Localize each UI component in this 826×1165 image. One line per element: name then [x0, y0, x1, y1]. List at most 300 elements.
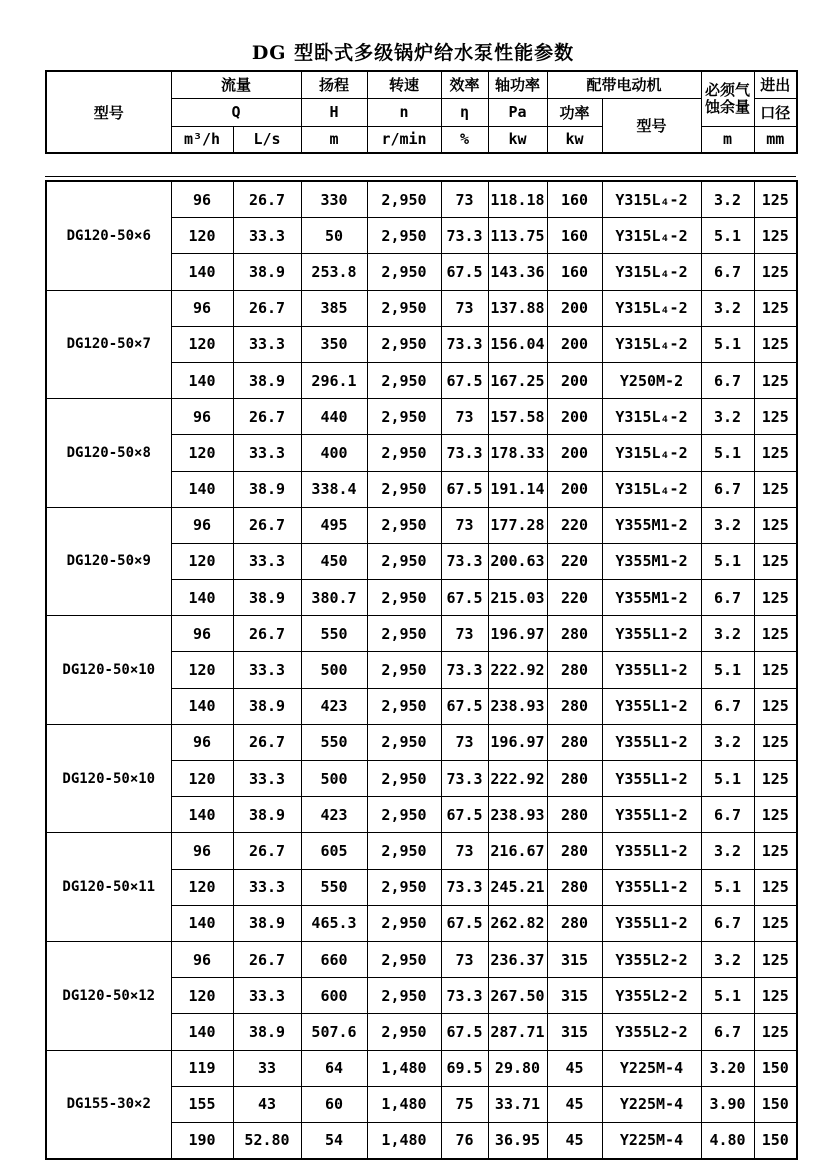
data-cell: 3.2 — [701, 724, 754, 760]
data-cell: 6.7 — [701, 580, 754, 616]
header-shaft-power: 轴功率 — [488, 71, 547, 98]
data-cell: 125 — [754, 290, 797, 326]
data-cell: 495 — [301, 507, 367, 543]
header-efficiency-unit: % — [441, 126, 488, 153]
data-cell: 440 — [301, 399, 367, 435]
header-efficiency-symbol: η — [441, 98, 488, 126]
data-cell: 2,950 — [367, 797, 441, 833]
page-title: DG 型卧式多级锅炉给水泵性能参数 — [251, 42, 575, 64]
data-cell: 125 — [754, 507, 797, 543]
data-cell: 423 — [301, 688, 367, 724]
data-cell: Y355L2-2 — [602, 1014, 701, 1050]
data-cell: 215.03 — [488, 580, 547, 616]
data-cell: Y355L1-2 — [602, 833, 701, 869]
data-cell: 4.80 — [701, 1122, 754, 1159]
data-cell: 296.1 — [301, 362, 367, 398]
pump-table-body — [45, 180, 798, 1160]
header-motor-power-unit: kw — [547, 126, 602, 153]
data-cell: 125 — [754, 1014, 797, 1050]
data-cell: Y250M-2 — [602, 362, 701, 398]
data-cell: 96 — [171, 833, 233, 869]
data-cell: 2,950 — [367, 1014, 441, 1050]
data-cell: 2,950 — [367, 724, 441, 760]
data-cell: 2,950 — [367, 688, 441, 724]
data-cell: 507.6 — [301, 1014, 367, 1050]
data-cell: 190 — [171, 1122, 233, 1159]
data-cell: 120 — [171, 326, 233, 362]
data-cell: 262.82 — [488, 905, 547, 941]
data-cell: 125 — [754, 362, 797, 398]
pump-model-cell: DG155-30×2 — [46, 1050, 171, 1159]
header-flow-symbol: Q — [171, 98, 301, 126]
data-cell: 125 — [754, 543, 797, 579]
data-cell: 2,950 — [367, 218, 441, 254]
header-motor-power: 功率 — [547, 98, 602, 126]
data-cell: 67.5 — [441, 905, 488, 941]
data-cell: 26.7 — [233, 507, 301, 543]
data-cell: Y315L₄-2 — [602, 471, 701, 507]
data-cell: 140 — [171, 688, 233, 724]
data-cell: 222.92 — [488, 761, 547, 797]
header-head-unit: m — [301, 126, 367, 153]
data-cell: 73.3 — [441, 652, 488, 688]
data-cell: 160 — [547, 254, 602, 290]
data-cell: 67.5 — [441, 1014, 488, 1050]
data-cell: 253.8 — [301, 254, 367, 290]
data-cell: 118.18 — [488, 181, 547, 218]
data-cell: 238.93 — [488, 688, 547, 724]
header-speed-unit: r/min — [367, 126, 441, 153]
data-cell: 43 — [233, 1086, 301, 1122]
data-cell: 125 — [754, 978, 797, 1014]
data-cell: 125 — [754, 218, 797, 254]
data-cell: 280 — [547, 724, 602, 760]
header-shaft-power-unit: kw — [488, 126, 547, 153]
pump-model-cell: DG120-50×10 — [46, 724, 171, 833]
data-cell: 155 — [171, 1086, 233, 1122]
data-cell: 280 — [547, 652, 602, 688]
data-cell: 38.9 — [233, 254, 301, 290]
data-cell: 1,480 — [367, 1050, 441, 1086]
data-cell: 191.14 — [488, 471, 547, 507]
data-cell: 33.71 — [488, 1086, 547, 1122]
data-cell: 125 — [754, 471, 797, 507]
data-cell: 200 — [547, 471, 602, 507]
data-cell: 140 — [171, 905, 233, 941]
data-cell: 280 — [547, 833, 602, 869]
data-cell: Y355L1-2 — [602, 797, 701, 833]
data-cell: 137.88 — [488, 290, 547, 326]
data-cell: 73 — [441, 399, 488, 435]
header-motor: 配带电动机 — [547, 71, 701, 98]
header-head-symbol: H — [301, 98, 367, 126]
data-cell: 550 — [301, 616, 367, 652]
header-npsh-line2: 蚀余量 — [705, 97, 751, 116]
data-cell: 2,950 — [367, 507, 441, 543]
data-cell: 45 — [547, 1122, 602, 1159]
data-cell: 6.7 — [701, 471, 754, 507]
data-cell: 125 — [754, 399, 797, 435]
data-cell: 2,950 — [367, 254, 441, 290]
data-cell: 38.9 — [233, 471, 301, 507]
data-cell: 1,480 — [367, 1122, 441, 1159]
data-cell: 120 — [171, 218, 233, 254]
header-port-unit: mm — [754, 126, 797, 153]
data-cell: 380.7 — [301, 580, 367, 616]
data-cell: 96 — [171, 290, 233, 326]
data-cell: Y315L₄-2 — [602, 254, 701, 290]
data-cell: 2,950 — [367, 362, 441, 398]
data-cell: 167.25 — [488, 362, 547, 398]
data-cell: 2,950 — [367, 978, 441, 1014]
data-cell: Y355M1-2 — [602, 543, 701, 579]
data-cell: 33.3 — [233, 326, 301, 362]
data-cell: 2,950 — [367, 905, 441, 941]
data-cell: 73.3 — [441, 543, 488, 579]
data-cell: 660 — [301, 941, 367, 977]
data-cell: 73 — [441, 616, 488, 652]
data-cell: 67.5 — [441, 471, 488, 507]
data-cell: 69.5 — [441, 1050, 488, 1086]
data-cell: 120 — [171, 435, 233, 471]
data-cell: 125 — [754, 181, 797, 218]
data-cell: 2,950 — [367, 941, 441, 977]
header-speed: 转速 — [367, 71, 441, 98]
data-cell: 315 — [547, 978, 602, 1014]
data-cell: 280 — [547, 761, 602, 797]
data-cell: 140 — [171, 580, 233, 616]
header-head: 扬程 — [301, 71, 367, 98]
data-cell: 150 — [754, 1122, 797, 1159]
data-cell: 125 — [754, 326, 797, 362]
data-cell: 120 — [171, 761, 233, 797]
data-cell: Y225M-4 — [602, 1122, 701, 1159]
data-cell: 125 — [754, 652, 797, 688]
data-cell: 140 — [171, 254, 233, 290]
data-cell: 36.95 — [488, 1122, 547, 1159]
data-cell: 3.2 — [701, 941, 754, 977]
data-cell: 38.9 — [233, 1014, 301, 1050]
data-cell: 550 — [301, 869, 367, 905]
data-cell: 2,950 — [367, 761, 441, 797]
data-cell: 280 — [547, 688, 602, 724]
data-cell: 26.7 — [233, 833, 301, 869]
data-cell: 33.3 — [233, 761, 301, 797]
data-cell: 5.1 — [701, 978, 754, 1014]
data-cell: Y315L₄-2 — [602, 326, 701, 362]
data-cell: 33 — [233, 1050, 301, 1086]
data-cell: 3.2 — [701, 290, 754, 326]
table-top-rule — [45, 176, 796, 177]
data-cell: 605 — [301, 833, 367, 869]
data-cell: 220 — [547, 580, 602, 616]
data-cell: 200 — [547, 435, 602, 471]
table-row — [46, 290, 797, 326]
pump-model-cell: DG120-50×7 — [46, 290, 171, 399]
data-cell: 280 — [547, 797, 602, 833]
data-cell: 5.1 — [701, 652, 754, 688]
header-speed-symbol: n — [367, 98, 441, 126]
data-cell: Y355L1-2 — [602, 652, 701, 688]
table-row — [46, 724, 797, 760]
data-cell: 600 — [301, 978, 367, 1014]
data-cell: 120 — [171, 869, 233, 905]
data-cell: 33.3 — [233, 543, 301, 579]
data-cell: 6.7 — [701, 905, 754, 941]
pump-model-cell: DG120-50×6 — [46, 181, 171, 290]
table-row — [46, 616, 797, 652]
data-cell: 38.9 — [233, 362, 301, 398]
data-cell: 125 — [754, 580, 797, 616]
data-cell: 26.7 — [233, 290, 301, 326]
pump-model-cell: DG120-50×12 — [46, 941, 171, 1050]
data-cell: Y355L1-2 — [602, 688, 701, 724]
data-cell: 5.1 — [701, 869, 754, 905]
data-cell: 2,950 — [367, 181, 441, 218]
data-cell: 3.20 — [701, 1050, 754, 1086]
data-cell: 52.80 — [233, 1122, 301, 1159]
data-cell: 550 — [301, 724, 367, 760]
data-cell: 26.7 — [233, 616, 301, 652]
data-cell: Y355M1-2 — [602, 580, 701, 616]
data-cell: 125 — [754, 941, 797, 977]
data-cell: 73.3 — [441, 869, 488, 905]
header-model: 型号 — [46, 71, 171, 153]
data-cell: 140 — [171, 362, 233, 398]
data-cell: 200 — [547, 290, 602, 326]
data-cell: 5.1 — [701, 435, 754, 471]
data-cell: 5.1 — [701, 761, 754, 797]
data-cell: Y355L1-2 — [602, 616, 701, 652]
data-cell: 200.63 — [488, 543, 547, 579]
header-npsh — [701, 71, 754, 126]
data-cell: 280 — [547, 616, 602, 652]
header-npsh-line1: 必须气 — [705, 80, 751, 99]
data-cell: 45 — [547, 1050, 602, 1086]
data-cell: 220 — [547, 543, 602, 579]
table-row — [46, 1050, 797, 1086]
data-cell: 450 — [301, 543, 367, 579]
data-cell: 2,950 — [367, 399, 441, 435]
data-cell: Y315L₄-2 — [602, 435, 701, 471]
data-cell: 76 — [441, 1122, 488, 1159]
data-cell: 67.5 — [441, 688, 488, 724]
data-cell: 6.7 — [701, 797, 754, 833]
data-cell: 38.9 — [233, 688, 301, 724]
data-cell: Y355L1-2 — [602, 761, 701, 797]
data-cell: 140 — [171, 1014, 233, 1050]
header-flow: 流量 — [171, 71, 301, 98]
data-cell: 178.33 — [488, 435, 547, 471]
data-cell: 120 — [171, 978, 233, 1014]
data-cell: 423 — [301, 797, 367, 833]
data-cell: 160 — [547, 218, 602, 254]
data-cell: 500 — [301, 761, 367, 797]
data-cell: 5.1 — [701, 543, 754, 579]
data-cell: 38.9 — [233, 797, 301, 833]
data-cell: 26.7 — [233, 941, 301, 977]
data-cell: Y315L₄-2 — [602, 181, 701, 218]
data-cell: 2,950 — [367, 616, 441, 652]
data-cell: 157.58 — [488, 399, 547, 435]
data-cell: Y355L2-2 — [602, 978, 701, 1014]
data-cell: 2,950 — [367, 833, 441, 869]
data-cell: 125 — [754, 688, 797, 724]
data-cell: 26.7 — [233, 181, 301, 218]
data-cell: 2,950 — [367, 471, 441, 507]
data-cell: 29.80 — [488, 1050, 547, 1086]
data-cell: 96 — [171, 507, 233, 543]
data-cell: 73 — [441, 507, 488, 543]
data-cell: 2,950 — [367, 869, 441, 905]
data-cell: 338.4 — [301, 471, 367, 507]
data-cell: 73.3 — [441, 218, 488, 254]
data-cell: 125 — [754, 616, 797, 652]
data-cell: 196.97 — [488, 724, 547, 760]
data-cell: 196.97 — [488, 616, 547, 652]
data-cell: 33.3 — [233, 978, 301, 1014]
data-cell: 500 — [301, 652, 367, 688]
data-cell: 73 — [441, 941, 488, 977]
data-cell: 113.75 — [488, 218, 547, 254]
data-cell: 315 — [547, 1014, 602, 1050]
data-cell: Y355L1-2 — [602, 724, 701, 760]
data-cell: 1,480 — [367, 1086, 441, 1122]
data-cell: 67.5 — [441, 254, 488, 290]
data-cell: 287.71 — [488, 1014, 547, 1050]
data-cell: 125 — [754, 724, 797, 760]
data-cell: 96 — [171, 724, 233, 760]
data-cell: 125 — [754, 761, 797, 797]
data-cell: 350 — [301, 326, 367, 362]
data-cell: 75 — [441, 1086, 488, 1122]
data-cell: 73 — [441, 833, 488, 869]
data-cell: 3.2 — [701, 181, 754, 218]
data-cell: 6.7 — [701, 362, 754, 398]
data-cell: 385 — [301, 290, 367, 326]
data-cell: 73.3 — [441, 978, 488, 1014]
table-row — [46, 399, 797, 435]
data-cell: 143.36 — [488, 254, 547, 290]
data-cell: 73 — [441, 724, 488, 760]
data-cell: 315 — [547, 941, 602, 977]
data-cell: 156.04 — [488, 326, 547, 362]
data-cell: 73 — [441, 181, 488, 218]
data-cell: 45 — [547, 1086, 602, 1122]
data-cell: 280 — [547, 905, 602, 941]
data-cell: 6.7 — [701, 254, 754, 290]
data-cell: 3.2 — [701, 399, 754, 435]
pump-model-cell: DG120-50×9 — [46, 507, 171, 616]
header-npsh-unit: m — [701, 126, 754, 153]
data-cell: 60 — [301, 1086, 367, 1122]
data-cell: 33.3 — [233, 652, 301, 688]
data-cell: Y355L1-2 — [602, 869, 701, 905]
data-cell: 245.21 — [488, 869, 547, 905]
header-shaft-power-symbol: Pa — [488, 98, 547, 126]
data-cell: 200 — [547, 399, 602, 435]
header-motor-model: 型号 — [602, 98, 701, 153]
data-cell: 96 — [171, 941, 233, 977]
data-cell: 96 — [171, 181, 233, 218]
header-port-line2: 口径 — [754, 98, 797, 126]
data-cell: Y315L₄-2 — [602, 290, 701, 326]
data-cell: 50 — [301, 218, 367, 254]
table-row — [46, 507, 797, 543]
data-cell: 3.2 — [701, 616, 754, 652]
data-cell: Y315L₄-2 — [602, 399, 701, 435]
data-cell: Y225M-4 — [602, 1086, 701, 1122]
data-cell: 200 — [547, 326, 602, 362]
data-cell: 96 — [171, 616, 233, 652]
data-cell: 67.5 — [441, 362, 488, 398]
data-cell: 125 — [754, 905, 797, 941]
data-cell: 280 — [547, 869, 602, 905]
data-cell: 140 — [171, 471, 233, 507]
data-cell: Y355L1-2 — [602, 905, 701, 941]
data-cell: 3.90 — [701, 1086, 754, 1122]
header-flow-unit-m3h: m³/h — [171, 126, 233, 153]
data-cell: 125 — [754, 869, 797, 905]
data-cell: Y355M1-2 — [602, 507, 701, 543]
data-cell: 3.2 — [701, 833, 754, 869]
data-cell: 267.50 — [488, 978, 547, 1014]
pump-model-cell: DG120-50×8 — [46, 399, 171, 508]
data-cell: 73.3 — [441, 761, 488, 797]
data-cell: 465.3 — [301, 905, 367, 941]
data-cell: 2,950 — [367, 326, 441, 362]
data-cell: 160 — [547, 181, 602, 218]
data-cell: 222.92 — [488, 652, 547, 688]
pump-model-cell: DG120-50×11 — [46, 833, 171, 942]
data-cell: 2,950 — [367, 290, 441, 326]
data-cell: 330 — [301, 181, 367, 218]
data-cell: 33.3 — [233, 218, 301, 254]
data-cell: 33.3 — [233, 435, 301, 471]
data-cell: 54 — [301, 1122, 367, 1159]
data-cell: 2,950 — [367, 652, 441, 688]
data-cell: 120 — [171, 543, 233, 579]
pump-model-cell: DG120-50×10 — [46, 616, 171, 725]
data-cell: 3.2 — [701, 507, 754, 543]
header-efficiency: 效率 — [441, 71, 488, 98]
data-cell: 6.7 — [701, 688, 754, 724]
data-cell: 67.5 — [441, 797, 488, 833]
data-cell: 400 — [301, 435, 367, 471]
data-cell: 26.7 — [233, 399, 301, 435]
data-cell: 177.28 — [488, 507, 547, 543]
data-cell: 26.7 — [233, 724, 301, 760]
data-cell: 150 — [754, 1086, 797, 1122]
data-cell: 2,950 — [367, 580, 441, 616]
data-cell: 125 — [754, 254, 797, 290]
data-cell: 5.1 — [701, 326, 754, 362]
data-cell: 38.9 — [233, 580, 301, 616]
data-cell: 33.3 — [233, 869, 301, 905]
data-cell: 2,950 — [367, 543, 441, 579]
data-cell: 38.9 — [233, 905, 301, 941]
data-cell: 73.3 — [441, 326, 488, 362]
data-cell: 150 — [754, 1050, 797, 1086]
data-cell: 119 — [171, 1050, 233, 1086]
data-cell: 125 — [754, 833, 797, 869]
header-port-line1: 进出 — [754, 71, 797, 98]
table-row — [46, 941, 797, 977]
data-cell: 238.93 — [488, 797, 547, 833]
data-cell: 64 — [301, 1050, 367, 1086]
data-cell: 125 — [754, 797, 797, 833]
data-cell: Y225M-4 — [602, 1050, 701, 1086]
